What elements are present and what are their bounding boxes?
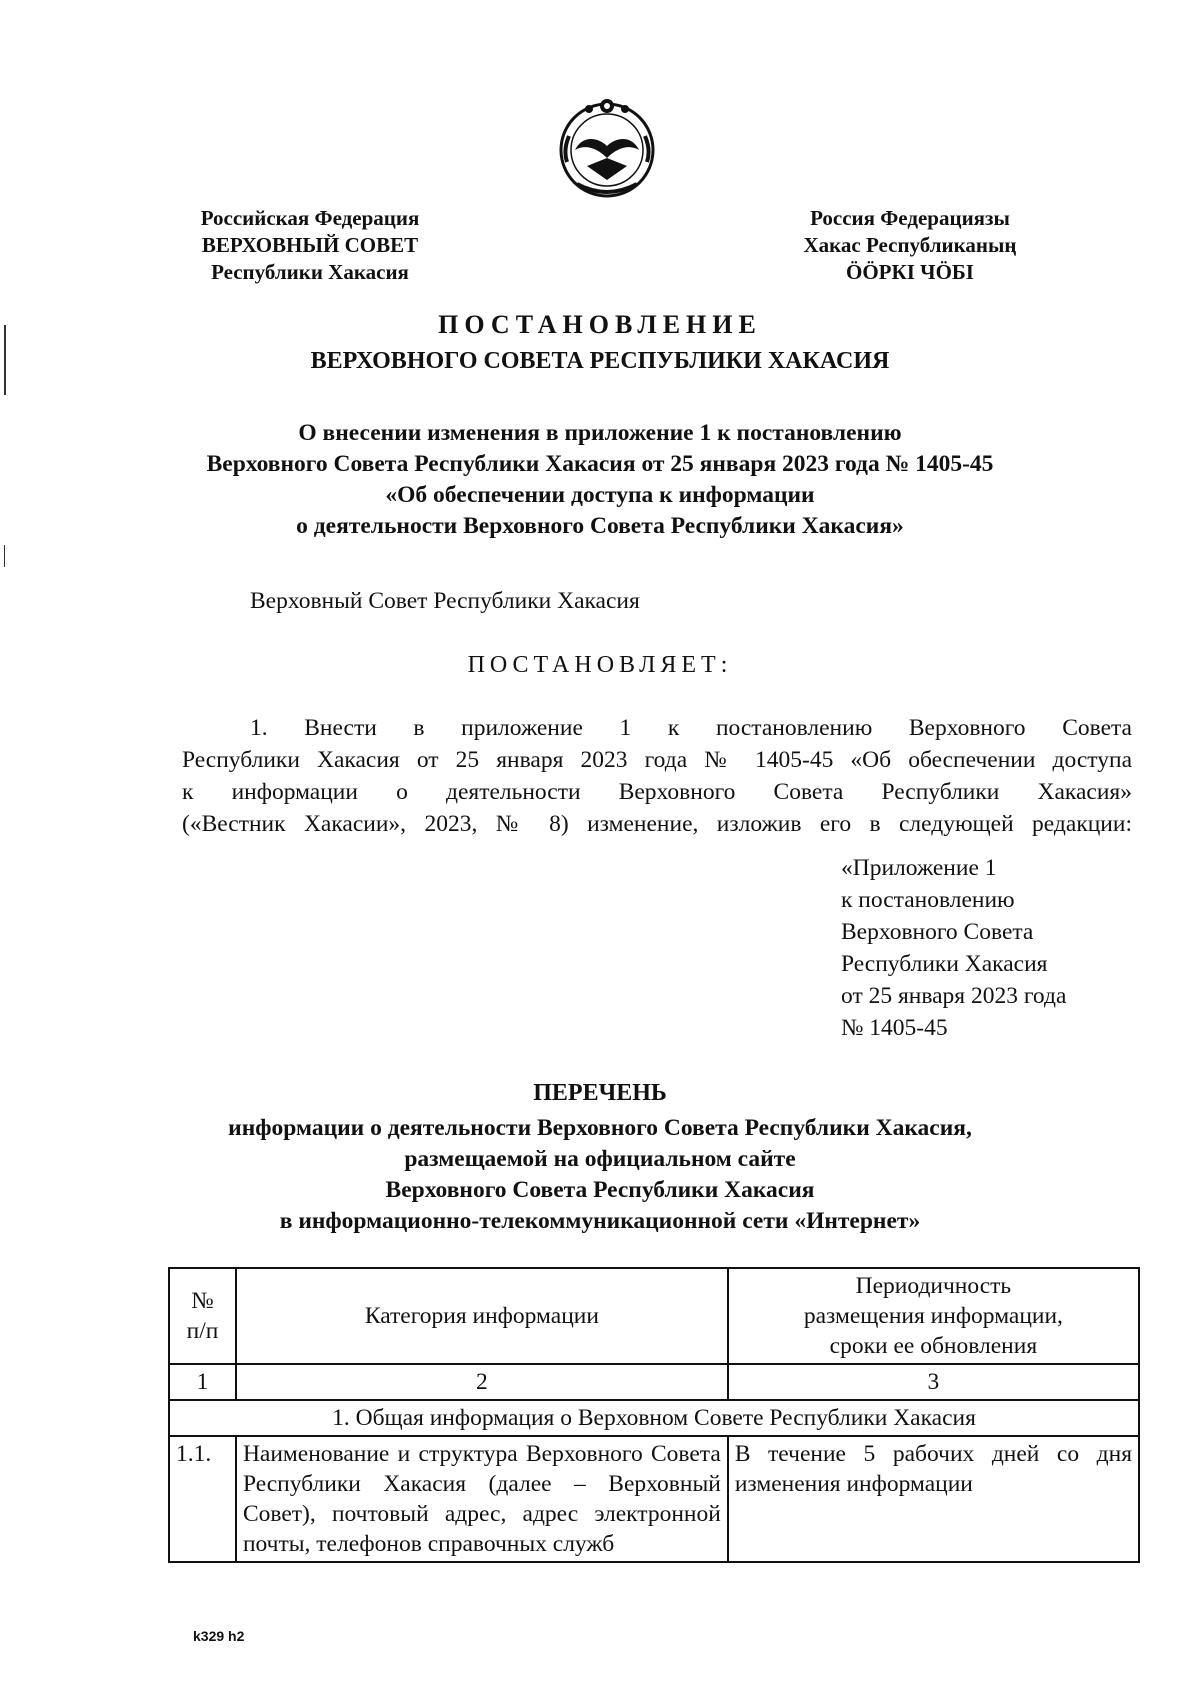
list-subtitle-line: Верховного Совета Республики Хакасия [385, 1177, 815, 1203]
header-period-line: размещения информации, [803, 1303, 1063, 1329]
annex-line: «Приложение 1 [841, 855, 997, 881]
header-line: Россия Федерациязы [810, 206, 1010, 230]
column-number: 1 [169, 1364, 236, 1400]
column-number: 3 [728, 1364, 1139, 1400]
header-num [169, 1268, 236, 1364]
row-period: В течение 5 рабочих дней со дня изменения информации [728, 1436, 1139, 1562]
table-row [169, 1436, 1139, 1562]
header-khakas [760, 205, 1060, 286]
subject-line: Верховного Совета Республики Хакасия от 25 января 2023 года № 1405-45 [206, 451, 994, 477]
list-title: ПЕРЕЧЕНЬ [533, 1080, 667, 1106]
column-number: 2 [236, 1364, 728, 1400]
coat-of-arms-emblem [553, 92, 661, 202]
header-num-line: № [191, 1288, 214, 1314]
annex-line: от 25 января 2023 года [841, 983, 1067, 1009]
header-period [728, 1268, 1139, 1364]
list-subtitle-line: в информационно-телекоммуникационной сети «Интернет» [279, 1208, 921, 1234]
annex-line: № 1405-45 [841, 1015, 948, 1041]
resolution-subject [150, 418, 1050, 542]
annex-line: Верховного Совета [841, 919, 1034, 945]
subject-line: «Об обеспечении доступа к информации [385, 482, 815, 508]
table-header-row [169, 1268, 1139, 1364]
header-period-line: Периодичность [855, 1273, 1012, 1299]
header-line: ВЕРХОВНЫЙ СОВЕТ [201, 233, 419, 257]
annex-line: Республики Хакасия [841, 951, 1048, 977]
annex-line: к постановлению [841, 887, 1015, 913]
footer-code: k329 h2 [193, 1628, 245, 1644]
subject-line: О внесении изменения в приложение 1 к постановлению [298, 420, 902, 446]
section-title: 1. Общая информация о Верховном Совете Республики Хакасия [169, 1400, 1139, 1436]
table-column-numbers-row [169, 1364, 1139, 1400]
header-line: Республики Хакасия [211, 260, 409, 284]
information-list-table [168, 1267, 1140, 1563]
issuer-title: ВЕРХОВНОГО СОВЕТА РЕСПУБЛИКИ ХАКАСИЯ [310, 348, 890, 374]
annex-reference [841, 852, 1066, 1044]
resolution-paragraph-1 [182, 712, 1132, 840]
header-line: ӦӦРКI ЧӦБI [846, 260, 974, 284]
subject-line: о деятельности Верховного Совета Республики Хакасия» [296, 513, 904, 539]
list-subtitle-line: информации о деятельности Верховного Совета Республики Хакасия, [228, 1115, 972, 1141]
header-line: Российская Федерация [200, 206, 420, 230]
header-num-line: п/п [186, 1318, 219, 1344]
table-section-row [169, 1400, 1139, 1436]
header-period-line: сроки ее обновления [829, 1333, 1038, 1359]
scan-edge-mark [4, 545, 5, 567]
council-statement: Верховный Совет Республики Хакасия [250, 588, 640, 614]
header-category: Категория информации [236, 1268, 728, 1364]
paragraph-line: 1. Внести в приложение 1 к постановлению Верховного Совета [250, 715, 1132, 741]
header-russian [170, 205, 450, 286]
list-subtitle-line: размещаемой на официальном сайте [404, 1146, 796, 1172]
decides-heading: ПОСТАНОВЛЯЕТ: [467, 652, 733, 678]
row-num: 1.1. [169, 1436, 236, 1562]
document-type-title: ПОСТАНОВЛЕНИЕ [438, 310, 762, 339]
paragraph-line: Республики Хакасия от 25 января 2023 года № 1405-45 «Об обеспечении доступа [182, 747, 1132, 773]
paragraph-line: («Вестник Хакасии», 2023, № 8) изменение, изложив его в следующей редакции: [182, 811, 1132, 837]
row-category: Наименование и структура Верховного Совета Республики Хакасия (далее – Верховный Совет), почтовый адрес, адрес электронной почты, телефонов справочных служб [236, 1436, 728, 1562]
header-line: Хакас Республиканың [803, 233, 1017, 257]
paragraph-line: к информации о деятельности Верховного Совета Республики Хакасия» [182, 779, 1132, 805]
list-subtitle [150, 1113, 1050, 1237]
